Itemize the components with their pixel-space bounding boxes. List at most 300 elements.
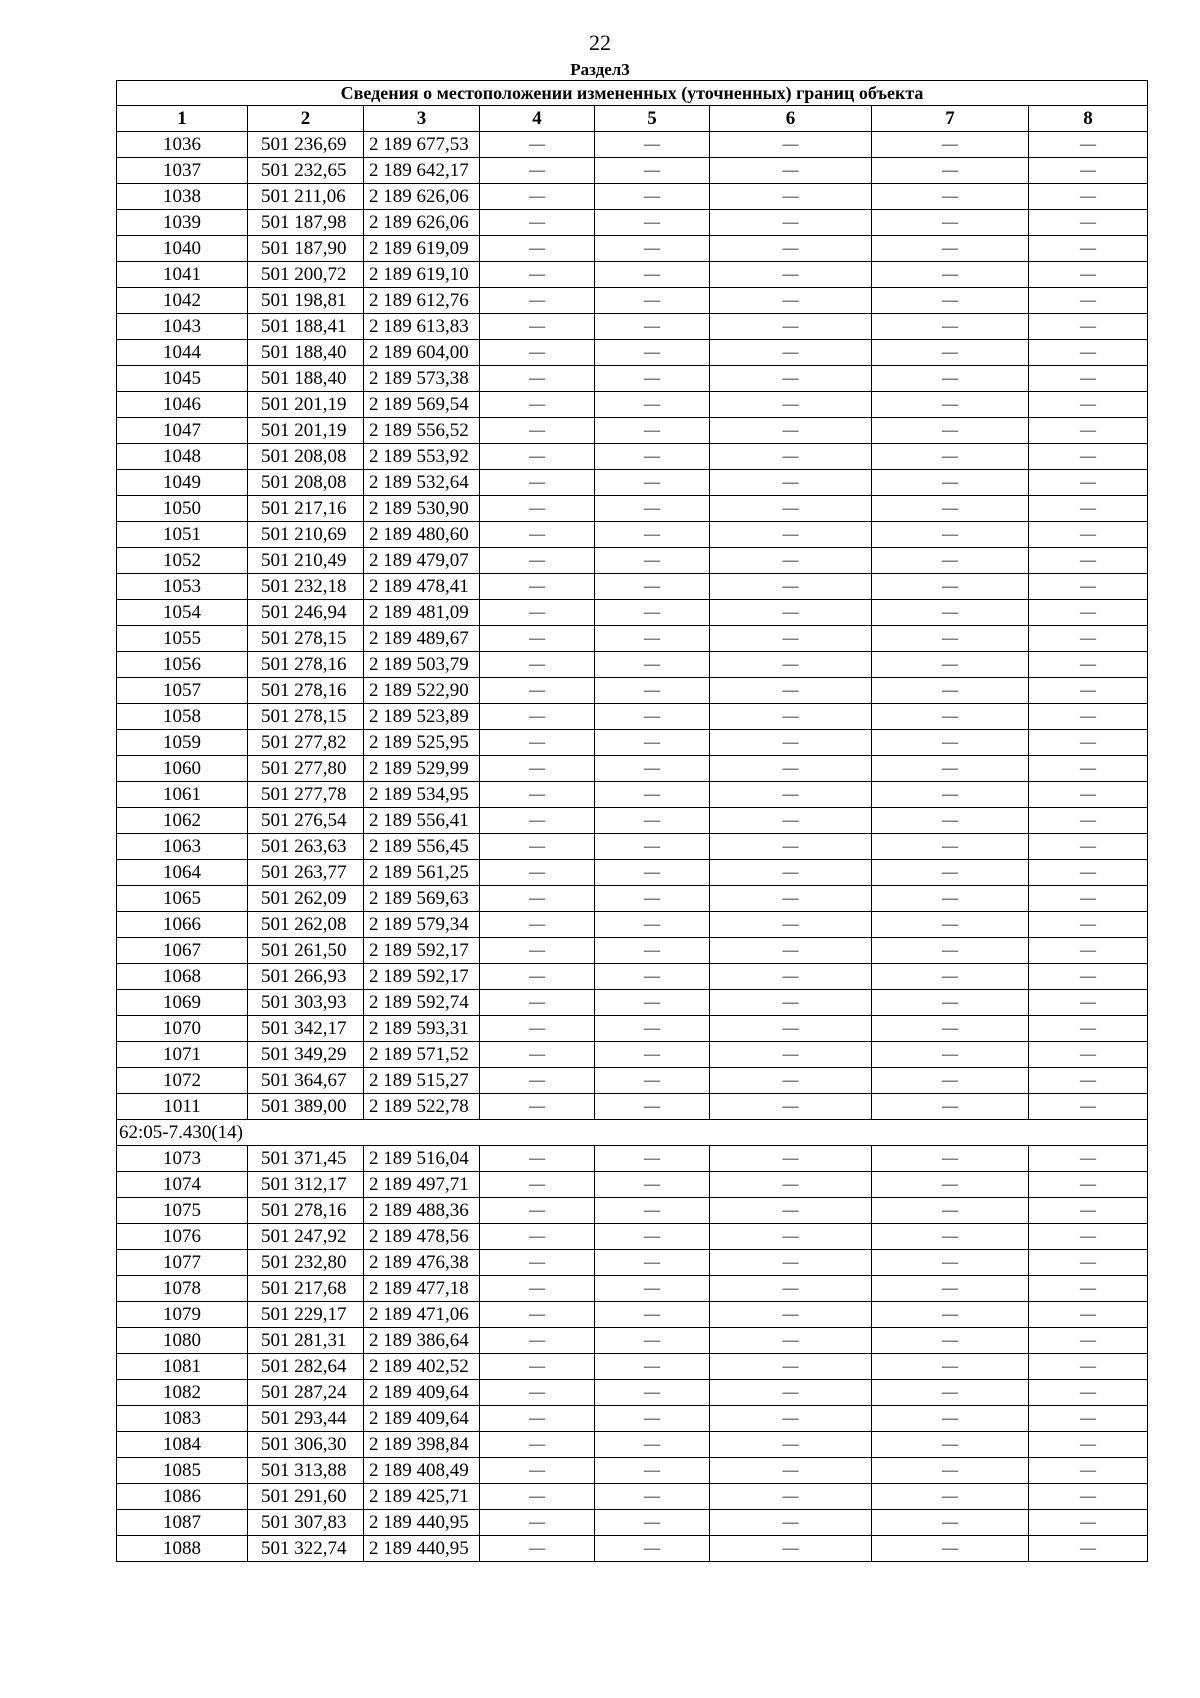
empty-value-cell-col-7: — — [872, 1354, 1029, 1380]
column-header-4: 4 — [480, 106, 595, 132]
point-number-cell: 1061 — [117, 782, 248, 808]
empty-value-cell-col-7: — — [872, 808, 1029, 834]
y-coordinate-cell: 2 189 642,17 — [364, 158, 480, 184]
empty-value-cell-col-5: — — [595, 1302, 710, 1328]
x-coordinate-cell: 501 246,94 — [248, 600, 364, 626]
empty-value-cell-col-6: — — [710, 912, 872, 938]
empty-value-cell-col-6: — — [710, 522, 872, 548]
empty-value-cell-col-8: — — [1029, 652, 1148, 678]
empty-value-cell-col-4: — — [480, 1146, 595, 1172]
empty-value-cell-col-8: — — [1029, 1406, 1148, 1432]
empty-value-cell-col-5: — — [595, 704, 710, 730]
y-coordinate-cell: 2 189 409,64 — [364, 1406, 480, 1432]
x-coordinate-cell: 501 229,17 — [248, 1302, 364, 1328]
column-header-1: 1 — [117, 106, 248, 132]
x-coordinate-cell: 501 278,16 — [248, 1198, 364, 1224]
x-coordinate-cell: 501 291,60 — [248, 1484, 364, 1510]
y-coordinate-cell: 2 189 534,95 — [364, 782, 480, 808]
empty-value-cell-col-4: — — [480, 808, 595, 834]
empty-value-cell-col-8: — — [1029, 288, 1148, 314]
empty-value-cell-col-8: — — [1029, 782, 1148, 808]
point-number-cell: 1054 — [117, 600, 248, 626]
y-coordinate-cell: 2 189 604,00 — [364, 340, 480, 366]
x-coordinate-cell: 501 262,08 — [248, 912, 364, 938]
empty-value-cell-col-7: — — [872, 548, 1029, 574]
empty-value-cell-col-4: — — [480, 392, 595, 418]
table-row — [117, 262, 1148, 288]
empty-value-cell-col-7: — — [872, 522, 1029, 548]
x-coordinate-cell: 501 187,90 — [248, 236, 364, 262]
empty-value-cell-col-4: — — [480, 418, 595, 444]
empty-value-cell-col-7: — — [872, 1432, 1029, 1458]
empty-value-cell-col-6: — — [710, 886, 872, 912]
empty-value-cell-col-8: — — [1029, 600, 1148, 626]
empty-value-cell-col-7: — — [872, 1172, 1029, 1198]
point-number-cell: 1088 — [117, 1536, 248, 1562]
empty-value-cell-col-4: — — [480, 184, 595, 210]
empty-value-cell-col-7: — — [872, 834, 1029, 860]
empty-value-cell-col-4: — — [480, 1250, 595, 1276]
x-coordinate-cell: 501 306,30 — [248, 1432, 364, 1458]
y-coordinate-cell: 2 189 409,64 — [364, 1380, 480, 1406]
y-coordinate-cell: 2 189 530,90 — [364, 496, 480, 522]
empty-value-cell-col-7: — — [872, 678, 1029, 704]
empty-value-cell-col-6: — — [710, 1068, 872, 1094]
empty-value-cell-col-5: — — [595, 418, 710, 444]
point-number-cell: 1037 — [117, 158, 248, 184]
point-number-cell: 1056 — [117, 652, 248, 678]
point-number-cell: 1060 — [117, 756, 248, 782]
empty-value-cell-col-4: — — [480, 1432, 595, 1458]
empty-value-cell-col-5: — — [595, 158, 710, 184]
empty-value-cell-col-6: — — [710, 418, 872, 444]
point-number-cell: 1042 — [117, 288, 248, 314]
table-row — [117, 912, 1148, 938]
table-row — [117, 470, 1148, 496]
y-coordinate-cell: 2 189 613,83 — [364, 314, 480, 340]
empty-value-cell-col-4: — — [480, 782, 595, 808]
empty-value-cell-col-5: — — [595, 964, 710, 990]
empty-value-cell-col-8: — — [1029, 1224, 1148, 1250]
point-number-cell: 1087 — [117, 1510, 248, 1536]
x-coordinate-cell: 501 277,82 — [248, 730, 364, 756]
y-coordinate-cell: 2 189 556,45 — [364, 834, 480, 860]
point-number-cell: 1059 — [117, 730, 248, 756]
empty-value-cell-col-8: — — [1029, 158, 1148, 184]
empty-value-cell-col-5: — — [595, 444, 710, 470]
table-row — [117, 496, 1148, 522]
y-coordinate-cell: 2 189 398,84 — [364, 1432, 480, 1458]
x-coordinate-cell: 501 287,24 — [248, 1380, 364, 1406]
empty-value-cell-col-8: — — [1029, 1484, 1148, 1510]
table-row — [117, 626, 1148, 652]
y-coordinate-cell: 2 189 522,78 — [364, 1094, 480, 1120]
empty-value-cell-col-7: — — [872, 1198, 1029, 1224]
empty-value-cell-col-8: — — [1029, 808, 1148, 834]
empty-value-cell-col-6: — — [710, 1302, 872, 1328]
y-coordinate-cell: 2 189 481,09 — [364, 600, 480, 626]
empty-value-cell-col-6: — — [710, 1016, 872, 1042]
table-row — [117, 1510, 1148, 1536]
empty-value-cell-col-6: — — [710, 548, 872, 574]
y-coordinate-cell: 2 189 516,04 — [364, 1146, 480, 1172]
table-row — [117, 1380, 1148, 1406]
table-row — [117, 1172, 1148, 1198]
empty-value-cell-col-5: — — [595, 1016, 710, 1042]
empty-value-cell-col-8: — — [1029, 548, 1148, 574]
table-row — [117, 1042, 1148, 1068]
empty-value-cell-col-6: — — [710, 314, 872, 340]
empty-value-cell-col-6: — — [710, 1094, 872, 1120]
empty-value-cell-col-8: — — [1029, 262, 1148, 288]
empty-value-cell-col-4: — — [480, 990, 595, 1016]
empty-value-cell-col-5: — — [595, 756, 710, 782]
empty-value-cell-col-6: — — [710, 444, 872, 470]
empty-value-cell-col-8: — — [1029, 626, 1148, 652]
empty-value-cell-col-4: — — [480, 1068, 595, 1094]
empty-value-cell-col-4: — — [480, 678, 595, 704]
empty-value-cell-col-4: — — [480, 470, 595, 496]
point-number-cell: 1080 — [117, 1328, 248, 1354]
x-coordinate-cell: 501 211,06 — [248, 184, 364, 210]
empty-value-cell-col-4: — — [480, 626, 595, 652]
empty-value-cell-col-7: — — [872, 210, 1029, 236]
empty-value-cell-col-5: — — [595, 730, 710, 756]
y-coordinate-cell: 2 189 523,89 — [364, 704, 480, 730]
x-coordinate-cell: 501 312,17 — [248, 1172, 364, 1198]
point-number-cell: 1041 — [117, 262, 248, 288]
x-coordinate-cell: 501 293,44 — [248, 1406, 364, 1432]
x-coordinate-cell: 501 247,92 — [248, 1224, 364, 1250]
y-coordinate-cell: 2 189 515,27 — [364, 1068, 480, 1094]
point-number-cell: 1064 — [117, 860, 248, 886]
column-header-5: 5 — [595, 106, 710, 132]
empty-value-cell-col-7: — — [872, 1484, 1029, 1510]
x-coordinate-cell: 501 322,74 — [248, 1536, 364, 1562]
x-coordinate-cell: 501 261,50 — [248, 938, 364, 964]
empty-value-cell-col-4: — — [480, 1172, 595, 1198]
point-number-cell: 1081 — [117, 1354, 248, 1380]
x-coordinate-cell: 501 200,72 — [248, 262, 364, 288]
y-coordinate-cell: 2 189 532,64 — [364, 470, 480, 496]
table-row — [117, 1094, 1148, 1120]
empty-value-cell-col-7: — — [872, 1276, 1029, 1302]
x-coordinate-cell: 501 263,63 — [248, 834, 364, 860]
table-row — [117, 288, 1148, 314]
empty-value-cell-col-8: — — [1029, 1354, 1148, 1380]
y-coordinate-cell: 2 189 593,31 — [364, 1016, 480, 1042]
empty-value-cell-col-5: — — [595, 1432, 710, 1458]
empty-value-cell-col-7: — — [872, 1016, 1029, 1042]
empty-value-cell-col-8: — — [1029, 496, 1148, 522]
y-coordinate-cell: 2 189 525,95 — [364, 730, 480, 756]
column-header-2: 2 — [248, 106, 364, 132]
empty-value-cell-col-5: — — [595, 1172, 710, 1198]
empty-value-cell-col-5: — — [595, 782, 710, 808]
empty-value-cell-col-5: — — [595, 1094, 710, 1120]
empty-value-cell-col-7: — — [872, 990, 1029, 1016]
empty-value-cell-col-7: — — [872, 652, 1029, 678]
x-coordinate-cell: 501 262,09 — [248, 886, 364, 912]
empty-value-cell-col-4: — — [480, 522, 595, 548]
empty-value-cell-col-5: — — [595, 392, 710, 418]
empty-value-cell-col-8: — — [1029, 1380, 1148, 1406]
empty-value-cell-col-6: — — [710, 210, 872, 236]
point-number-cell: 1063 — [117, 834, 248, 860]
empty-value-cell-col-7: — — [872, 626, 1029, 652]
point-number-cell: 1085 — [117, 1458, 248, 1484]
section-title: Раздел3 — [570, 60, 630, 79]
empty-value-cell-col-6: — — [710, 860, 872, 886]
empty-value-cell-col-4: — — [480, 938, 595, 964]
empty-value-cell-col-7: — — [872, 860, 1029, 886]
empty-value-cell-col-5: — — [595, 262, 710, 288]
empty-value-cell-col-5: — — [595, 574, 710, 600]
empty-value-cell-col-6: — — [710, 288, 872, 314]
empty-value-cell-col-6: — — [710, 1510, 872, 1536]
empty-value-cell-col-4: — — [480, 1094, 595, 1120]
empty-value-cell-col-4: — — [480, 1536, 595, 1562]
y-coordinate-cell: 2 189 479,07 — [364, 548, 480, 574]
y-coordinate-cell: 2 189 478,41 — [364, 574, 480, 600]
empty-value-cell-col-7: — — [872, 1406, 1029, 1432]
table-row — [117, 1146, 1148, 1172]
empty-value-cell-col-8: — — [1029, 834, 1148, 860]
empty-value-cell-col-6: — — [710, 964, 872, 990]
y-coordinate-cell: 2 189 677,53 — [364, 132, 480, 158]
empty-value-cell-col-6: — — [710, 1406, 872, 1432]
table-row — [117, 184, 1148, 210]
empty-value-cell-col-5: — — [595, 1250, 710, 1276]
empty-value-cell-col-5: — — [595, 600, 710, 626]
parcel-label: 62:05-7.430(14) — [117, 1120, 1148, 1146]
empty-value-cell-col-5: — — [595, 938, 710, 964]
x-coordinate-cell: 501 278,15 — [248, 704, 364, 730]
x-coordinate-cell: 501 208,08 — [248, 444, 364, 470]
empty-value-cell-col-7: — — [872, 314, 1029, 340]
table-row — [117, 782, 1148, 808]
table-row — [117, 1536, 1148, 1562]
y-coordinate-cell: 2 189 497,71 — [364, 1172, 480, 1198]
empty-value-cell-col-8: — — [1029, 1016, 1148, 1042]
table-row — [117, 652, 1148, 678]
point-number-cell: 1043 — [117, 314, 248, 340]
x-coordinate-cell: 501 303,93 — [248, 990, 364, 1016]
y-coordinate-cell: 2 189 529,99 — [364, 756, 480, 782]
empty-value-cell-col-7: — — [872, 184, 1029, 210]
empty-value-cell-col-8: — — [1029, 1068, 1148, 1094]
point-number-cell: 1084 — [117, 1432, 248, 1458]
empty-value-cell-col-4: — — [480, 652, 595, 678]
x-coordinate-cell: 501 282,64 — [248, 1354, 364, 1380]
empty-value-cell-col-4: — — [480, 704, 595, 730]
point-number-cell: 1071 — [117, 1042, 248, 1068]
empty-value-cell-col-6: — — [710, 1536, 872, 1562]
empty-value-cell-col-4: — — [480, 730, 595, 756]
empty-value-cell-col-6: — — [710, 704, 872, 730]
x-coordinate-cell: 501 371,45 — [248, 1146, 364, 1172]
point-number-cell: 1011 — [117, 1094, 248, 1120]
point-number-cell: 1053 — [117, 574, 248, 600]
empty-value-cell-col-8: — — [1029, 912, 1148, 938]
empty-value-cell-col-5: — — [595, 340, 710, 366]
table-row — [117, 860, 1148, 886]
x-coordinate-cell: 501 188,40 — [248, 340, 364, 366]
x-coordinate-cell: 501 188,41 — [248, 314, 364, 340]
y-coordinate-cell: 2 189 386,64 — [364, 1328, 480, 1354]
y-coordinate-cell: 2 189 592,17 — [364, 938, 480, 964]
point-number-cell: 1047 — [117, 418, 248, 444]
y-coordinate-cell: 2 189 619,09 — [364, 236, 480, 262]
empty-value-cell-col-7: — — [872, 1458, 1029, 1484]
x-coordinate-cell: 501 263,77 — [248, 860, 364, 886]
x-coordinate-cell: 501 266,93 — [248, 964, 364, 990]
empty-value-cell-col-7: — — [872, 340, 1029, 366]
empty-value-cell-col-8: — — [1029, 990, 1148, 1016]
empty-value-cell-col-5: — — [595, 314, 710, 340]
empty-value-cell-col-4: — — [480, 600, 595, 626]
empty-value-cell-col-7: — — [872, 938, 1029, 964]
empty-value-cell-col-4: — — [480, 756, 595, 782]
table-row — [117, 834, 1148, 860]
empty-value-cell-col-8: — — [1029, 184, 1148, 210]
empty-value-cell-col-4: — — [480, 1484, 595, 1510]
empty-value-cell-col-6: — — [710, 1198, 872, 1224]
empty-value-cell-col-8: — — [1029, 1536, 1148, 1562]
table-caption: Сведения о местоположении измененных (уточненных) границ объекта — [117, 81, 1148, 106]
x-coordinate-cell: 501 188,40 — [248, 366, 364, 392]
x-coordinate-cell: 501 364,67 — [248, 1068, 364, 1094]
empty-value-cell-col-6: — — [710, 184, 872, 210]
empty-value-cell-col-7: — — [872, 236, 1029, 262]
empty-value-cell-col-5: — — [595, 1198, 710, 1224]
point-number-cell: 1050 — [117, 496, 248, 522]
point-number-cell: 1086 — [117, 1484, 248, 1510]
table-row — [117, 730, 1148, 756]
empty-value-cell-col-6: — — [710, 470, 872, 496]
x-coordinate-cell: 501 210,69 — [248, 522, 364, 548]
page-number: 22 — [589, 30, 611, 55]
empty-value-cell-col-5: — — [595, 990, 710, 1016]
x-coordinate-cell: 501 278,15 — [248, 626, 364, 652]
x-coordinate-cell: 501 232,65 — [248, 158, 364, 184]
x-coordinate-cell: 501 187,98 — [248, 210, 364, 236]
y-coordinate-cell: 2 189 569,54 — [364, 392, 480, 418]
empty-value-cell-col-7: — — [872, 1302, 1029, 1328]
empty-value-cell-col-6: — — [710, 1224, 872, 1250]
empty-value-cell-col-4: — — [480, 314, 595, 340]
x-coordinate-cell: 501 277,80 — [248, 756, 364, 782]
empty-value-cell-col-8: — — [1029, 1094, 1148, 1120]
empty-value-cell-col-7: — — [872, 574, 1029, 600]
y-coordinate-cell: 2 189 522,90 — [364, 678, 480, 704]
empty-value-cell-col-8: — — [1029, 1510, 1148, 1536]
table-row — [117, 392, 1148, 418]
table-row — [117, 522, 1148, 548]
empty-value-cell-col-5: — — [595, 132, 710, 158]
empty-value-cell-col-5: — — [595, 1328, 710, 1354]
empty-value-cell-col-4: — — [480, 288, 595, 314]
empty-value-cell-col-8: — — [1029, 886, 1148, 912]
point-number-cell: 1044 — [117, 340, 248, 366]
point-number-cell: 1068 — [117, 964, 248, 990]
empty-value-cell-col-4: — — [480, 912, 595, 938]
table-row — [117, 210, 1148, 236]
x-coordinate-cell: 501 236,69 — [248, 132, 364, 158]
table-row — [117, 1276, 1148, 1302]
table-row — [117, 1198, 1148, 1224]
empty-value-cell-col-6: — — [710, 990, 872, 1016]
table-row — [117, 808, 1148, 834]
empty-value-cell-col-4: — — [480, 262, 595, 288]
empty-value-cell-col-4: — — [480, 444, 595, 470]
empty-value-cell-col-7: — — [872, 1224, 1029, 1250]
empty-value-cell-col-4: — — [480, 834, 595, 860]
empty-value-cell-col-5: — — [595, 1406, 710, 1432]
empty-value-cell-col-8: — — [1029, 392, 1148, 418]
y-coordinate-cell: 2 189 503,79 — [364, 652, 480, 678]
y-coordinate-cell: 2 189 425,71 — [364, 1484, 480, 1510]
empty-value-cell-col-6: — — [710, 392, 872, 418]
empty-value-cell-col-8: — — [1029, 756, 1148, 782]
empty-value-cell-col-5: — — [595, 1276, 710, 1302]
empty-value-cell-col-4: — — [480, 1302, 595, 1328]
empty-value-cell-col-4: — — [480, 886, 595, 912]
empty-value-cell-col-8: — — [1029, 964, 1148, 990]
y-coordinate-cell: 2 189 553,92 — [364, 444, 480, 470]
point-number-cell: 1039 — [117, 210, 248, 236]
y-coordinate-cell: 2 189 612,76 — [364, 288, 480, 314]
empty-value-cell-col-6: — — [710, 1432, 872, 1458]
empty-value-cell-col-7: — — [872, 1380, 1029, 1406]
empty-value-cell-col-7: — — [872, 1068, 1029, 1094]
empty-value-cell-col-4: — — [480, 340, 595, 366]
point-number-cell: 1046 — [117, 392, 248, 418]
empty-value-cell-col-6: — — [710, 1380, 872, 1406]
empty-value-cell-col-6: — — [710, 808, 872, 834]
table-row — [117, 938, 1148, 964]
table-row — [117, 704, 1148, 730]
point-number-cell: 1052 — [117, 548, 248, 574]
empty-value-cell-col-8: — — [1029, 340, 1148, 366]
boundary-coordinates-table — [116, 80, 1148, 1562]
x-coordinate-cell: 501 201,19 — [248, 392, 364, 418]
table-row — [117, 1302, 1148, 1328]
point-number-cell: 1067 — [117, 938, 248, 964]
empty-value-cell-col-7: — — [872, 782, 1029, 808]
empty-value-cell-col-7: — — [872, 964, 1029, 990]
empty-value-cell-col-6: — — [710, 626, 872, 652]
table-body — [117, 132, 1148, 1562]
empty-value-cell-col-5: — — [595, 1458, 710, 1484]
empty-value-cell-col-7: — — [872, 288, 1029, 314]
empty-value-cell-col-8: — — [1029, 1276, 1148, 1302]
empty-value-cell-col-5: — — [595, 1146, 710, 1172]
table-row — [117, 574, 1148, 600]
table-row — [117, 314, 1148, 340]
y-coordinate-cell: 2 189 476,38 — [364, 1250, 480, 1276]
x-coordinate-cell: 501 232,18 — [248, 574, 364, 600]
table-row — [117, 1432, 1148, 1458]
empty-value-cell-col-8: — — [1029, 730, 1148, 756]
empty-value-cell-col-8: — — [1029, 418, 1148, 444]
y-coordinate-cell: 2 189 619,10 — [364, 262, 480, 288]
y-coordinate-cell: 2 189 480,60 — [364, 522, 480, 548]
y-coordinate-cell: 2 189 579,34 — [364, 912, 480, 938]
empty-value-cell-col-6: — — [710, 1250, 872, 1276]
table-row — [117, 418, 1148, 444]
empty-value-cell-col-6: — — [710, 834, 872, 860]
